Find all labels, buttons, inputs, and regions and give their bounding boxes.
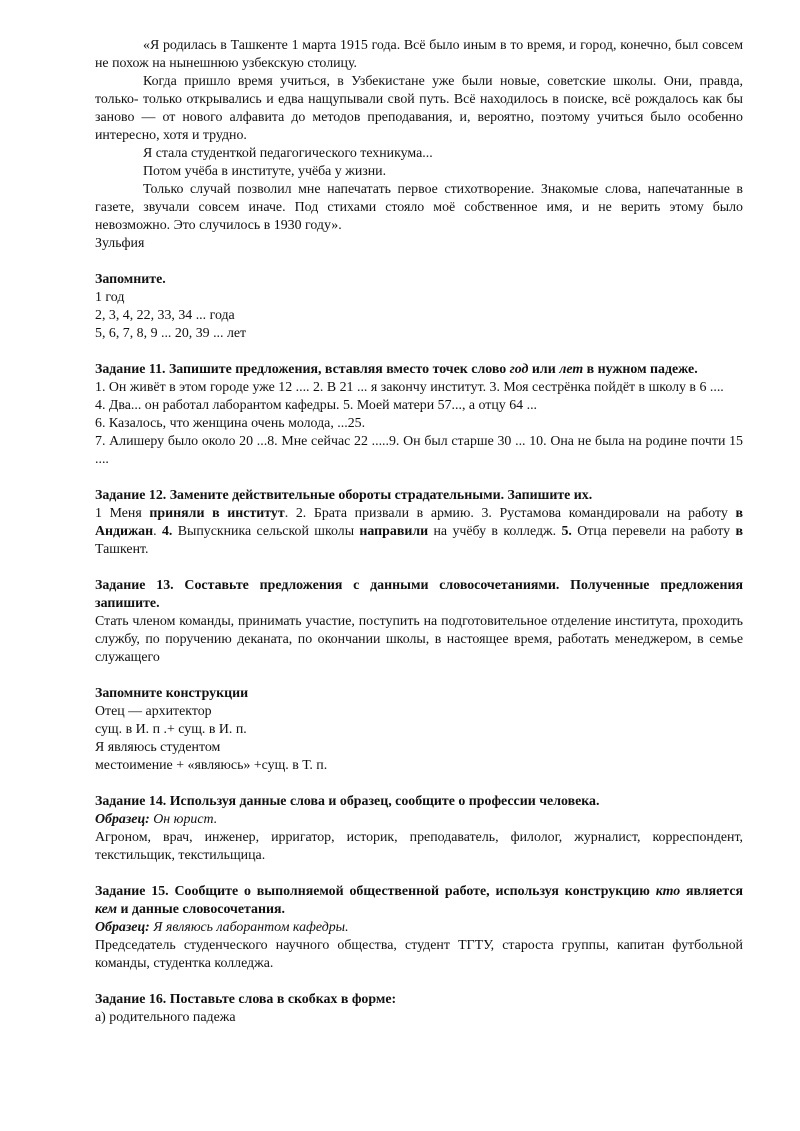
- construction-line: Я являюсь студентом: [95, 740, 221, 755]
- remember-title: Запомните.: [95, 272, 166, 287]
- task-14-text: Агроном, врач, инженер, ирригатор, историк, преподаватель, филолог, журналист, корреспондент, текстильщик, текстильщица.: [95, 830, 743, 863]
- task-12-text: 1 Меня приняли в институт. 2. Брата призвали в армию. 3. Рустамова командировали на работу в Андижан. 4. Выпускника сельской школы направили на учёбу в колледж. 5. Отца перевели на работу в Ташкент.: [95, 506, 744, 557]
- task-11: [95, 361, 743, 469]
- task-15-title: Задание 15. Сообщите о выполняемой общественной работе, используя конструкцию кто является кем и данные словосочетания.: [95, 884, 744, 917]
- quote-paragraph-4: Потом учёба в институте, учёба у жизни.: [143, 164, 387, 179]
- constructions-block: [95, 685, 743, 775]
- constructions-title: Запомните конструкции: [95, 686, 249, 701]
- quote-author: Зульфия: [95, 236, 145, 251]
- task-13: [95, 577, 743, 667]
- task-15-sample: Образец: Я являюсь лаборантом кафедры.: [95, 920, 349, 935]
- task-14: [95, 793, 743, 865]
- quote-paragraph-3: Я стала студенткой педагогического техникума...: [143, 146, 433, 161]
- remember-block: [95, 271, 743, 343]
- construction-line: сущ. в И. п .+ сущ. в И. п.: [95, 722, 247, 737]
- task-16-line: а) родительного падежа: [95, 1010, 236, 1025]
- task-11-line: 4. Два... он работал лаборантом кафедры. 5. Моей матери 57..., а отцу 64 ...: [95, 398, 538, 413]
- task-13-text: Стать членом команды, принимать участие, поступить на подготовительное отделение института, проходить службу, по поручению деканата, по окончании школы, в настоящее время, работать менеджером, в семье служащего: [95, 614, 743, 665]
- quote-paragraph-5: Только случай позволил мне напечатать первое стихотворение. Знакомые слова, напечатанные в газете, звучали совсем иначе. Под стихами стояло моё собственное имя, и не верить этому было невозможно. Это случилось в 1930 году».: [95, 182, 743, 233]
- task-12-title: Задание 12. Замените действительные обороты страдательными. Запишите их.: [95, 488, 593, 503]
- remember-line: 2, 3, 4, 22, 33, 34 ... года: [95, 308, 235, 323]
- quote-block: [95, 37, 743, 253]
- task-14-sample: Образец: Он юрист.: [95, 812, 218, 827]
- task-16-title: Задание 16. Поставьте слова в скобках в форме:: [95, 992, 397, 1007]
- quote-paragraph-2: Когда пришло время учиться, в Узбекистане уже были новые, советские школы. Они, правда, только- только открывались и едва нащупывали свой путь. Всё находилось в поиске, всё рождалось как бы заново — от нового алфавита до методов преподавания, и, вероятно, поэтому учиться было особенно интересно, хотя и трудно.: [95, 74, 743, 143]
- construction-line: Отец — архитектор: [95, 704, 212, 719]
- task-11-line: 7. Алишеру было около 20 ...8. Мне сейчас 22 .....9. Он был старше 30 ... 10. Она не была на родине почти 15 ....: [95, 434, 743, 467]
- task-15: [95, 883, 743, 973]
- remember-line: 1 год: [95, 290, 125, 305]
- task-13-title: Задание 13. Составьте предложения с данными словосочетаниями. Полученные предложения запишите.: [95, 578, 743, 611]
- task-15-text: Председатель студенческого научного общества, студент ТГТУ, староста группы, капитан футбольной команды, студентка колледжа.: [95, 938, 743, 971]
- task-16: [95, 991, 743, 1027]
- task-14-title: Задание 14. Используя данные слова и образец, сообщите о профессии человека.: [95, 794, 600, 809]
- task-11-line: 6. Казалось, что женщина очень молода, ...25.: [95, 416, 366, 431]
- task-11-line: 1. Он живёт в этом городе уже 12 .... 2. В 21 ... я закончу институт. 3. Моя сестрёнка пойдёт в школу в 6 ....: [95, 380, 724, 395]
- task-11-title: Задание 11. Запишите предложения, вставляя вместо точек слово год или лет в нужном падеже.: [95, 362, 698, 377]
- quote-paragraph-1: «Я родилась в Ташкенте 1 марта 1915 года. Всё было иным в то время, и город, конечно, был совсем не похож на нынешнюю узбекскую столицу.: [95, 38, 743, 71]
- construction-line: местоимение + «являюсь» +сущ. в Т. п.: [95, 758, 328, 773]
- task-12: [95, 487, 743, 559]
- remember-line: 5, 6, 7, 8, 9 ... 20, 39 ... лет: [95, 326, 247, 341]
